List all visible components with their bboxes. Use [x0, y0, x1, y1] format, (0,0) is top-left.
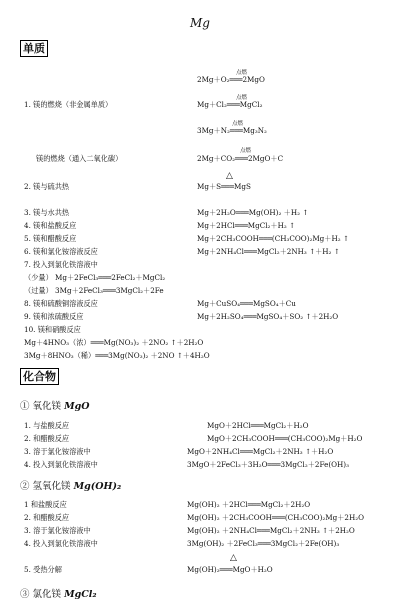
label-row: 2. 和醋酸反应: [24, 513, 70, 522]
equation-row: Mg＋2NH₄Cl═══MgCl₂＋2NH₃ ↑＋H₂ ↑: [197, 247, 340, 256]
compound-heading-mgoh2: ② 氢氧化镁 Mg(OH)₂: [20, 481, 122, 492]
equation-row: MgO＋2HCl═══MgCl₂＋H₂O: [207, 421, 309, 430]
compound-heading-mgo: ① 氧化镁 MgO: [20, 401, 90, 412]
label-row: 2. 和醋酸反应: [24, 434, 70, 443]
equation-row: Mg＋2CH₃COOH═══(CH₃COO)₂Mg＋H₂ ↑: [197, 234, 349, 243]
equation-row: Mg＋CuSO₄═══MgSO₄＋Cu: [197, 299, 296, 308]
label-row: 4. 投入到氯化铁溶液中: [24, 460, 98, 469]
equation-row: Mg(OH)₂ ＋2NH₄Cl═══MgCl₂＋2NH₃ ↑＋2H₂O: [187, 526, 355, 535]
compound-heading-mgcl2: ③ 氯化镁 MgCl₂: [20, 589, 97, 600]
equation-row: Mg(OH)₂ ＋2HCl═══MgCl₂＋2H₂O: [187, 500, 311, 509]
equation-row: 3MgO＋2FeCl₃＋3H₂O═══3MgCl₂＋2Fe(OH)₃: [187, 460, 349, 469]
equation-row: 3Mg＋8HNO₃（稀）═══3Mg(NO₃)₂ ＋2NO ↑＋4H₂O: [24, 351, 210, 360]
condition-ignite: 点燃: [236, 95, 248, 101]
label-row: 3. 溶于氯化铵溶液中: [24, 447, 91, 456]
equation-row: MgO＋2CH₃COOH═══(CH₃COO)₂Mg＋H₂O: [207, 434, 363, 443]
condition-ignite: 点燃: [236, 70, 248, 76]
label-mg-s: 2. 镁与硫共热: [24, 182, 70, 191]
label-row: 4. 镁和盐酸反应: [24, 221, 77, 230]
equation-mg-co2: 2Mg＋CO₂═══2MgO＋C: [197, 154, 284, 163]
label-row: 10. 镁和硝酸反应: [24, 325, 81, 334]
equation-row: Mg＋2H₂O═══Mg(OH)₂ ＋H₂ ↑: [197, 208, 309, 217]
label-row: 5. 受热分解: [24, 565, 62, 574]
label-row: 3. 溶于氯化铵溶液中: [24, 526, 91, 535]
equation-row: Mg(OH)₂ ＋2CH₃COOH═══(CH₃COO)₂Mg＋2H₂O: [187, 513, 365, 522]
label-row: 5. 镁和醋酸反应: [24, 234, 77, 243]
label-mg-burn: 1. 镁的燃烧（非金属单质）: [24, 100, 113, 109]
label-row: 6. 镁和氯化铵溶液反应: [24, 247, 98, 256]
equation-row: 3Mg(OH)₂ ＋2FeCl₃═══3MgCl₂＋2Fe(OH)₃: [187, 539, 340, 548]
equation-mg-cl2: Mg＋Cl₂═══MgCl₂: [197, 100, 263, 109]
equation-row: Mg(OH)₂═══MgO＋H₂O: [187, 565, 273, 574]
condition-ignite: 点燃: [232, 121, 244, 127]
equation-row: Mg＋2HCl═══MgCl₂＋H₂ ↑: [197, 221, 296, 230]
condition-ignite: 点燃: [240, 148, 252, 154]
section-compound-header: 化合物: [20, 368, 59, 385]
label-row: 3. 镁与水共热: [24, 208, 70, 217]
equation-row: Mg＋2H₂SO₄═══MgSO₄＋SO₂ ↑＋2H₂O: [197, 312, 339, 321]
label-row: 1 和盐酸反应: [24, 500, 67, 509]
label-row: 1. 与盐酸反应: [24, 421, 70, 430]
equation-mg-s: Mg＋S═══MgS: [197, 182, 251, 191]
label-row: 4. 投入到氯化铁溶液中: [24, 539, 98, 548]
equation-row: （少量） Mg＋2FeCl₃═══2FeCl₂＋MgCl₂: [24, 273, 166, 282]
equation-row: Mg＋4HNO₃（浓）═══Mg(NO₃)₂ ＋2NO₂ ↑＋2H₂O: [24, 338, 204, 347]
section-element-header: 单质: [20, 40, 48, 57]
equation-row: MgO＋2NH₄Cl═══MgCl₂＋2NH₃ ↑＋H₂O: [187, 447, 334, 456]
equation-mg-n2: 3Mg＋N₂═══Mg₃N₂: [197, 126, 267, 135]
label-row: 7. 投入到氯化铁溶液中: [24, 260, 98, 269]
equation-row: （过量） 3Mg＋2FeCl₃═══3MgCl₂＋2Fe: [24, 286, 164, 295]
heat-triangle-icon: △: [230, 553, 237, 563]
label-row: 9. 镁和浓硫酸反应: [24, 312, 84, 321]
page-title: Mg: [190, 16, 210, 30]
equation-mg-o2: 2Mg＋O₂═══2MgO: [197, 75, 265, 84]
label-mg-co2: 镁的燃烧（通入二氧化碳）: [36, 154, 123, 163]
heat-triangle-icon: △: [226, 171, 233, 181]
label-row: 8. 镁和硫酸铜溶液反应: [24, 299, 98, 308]
